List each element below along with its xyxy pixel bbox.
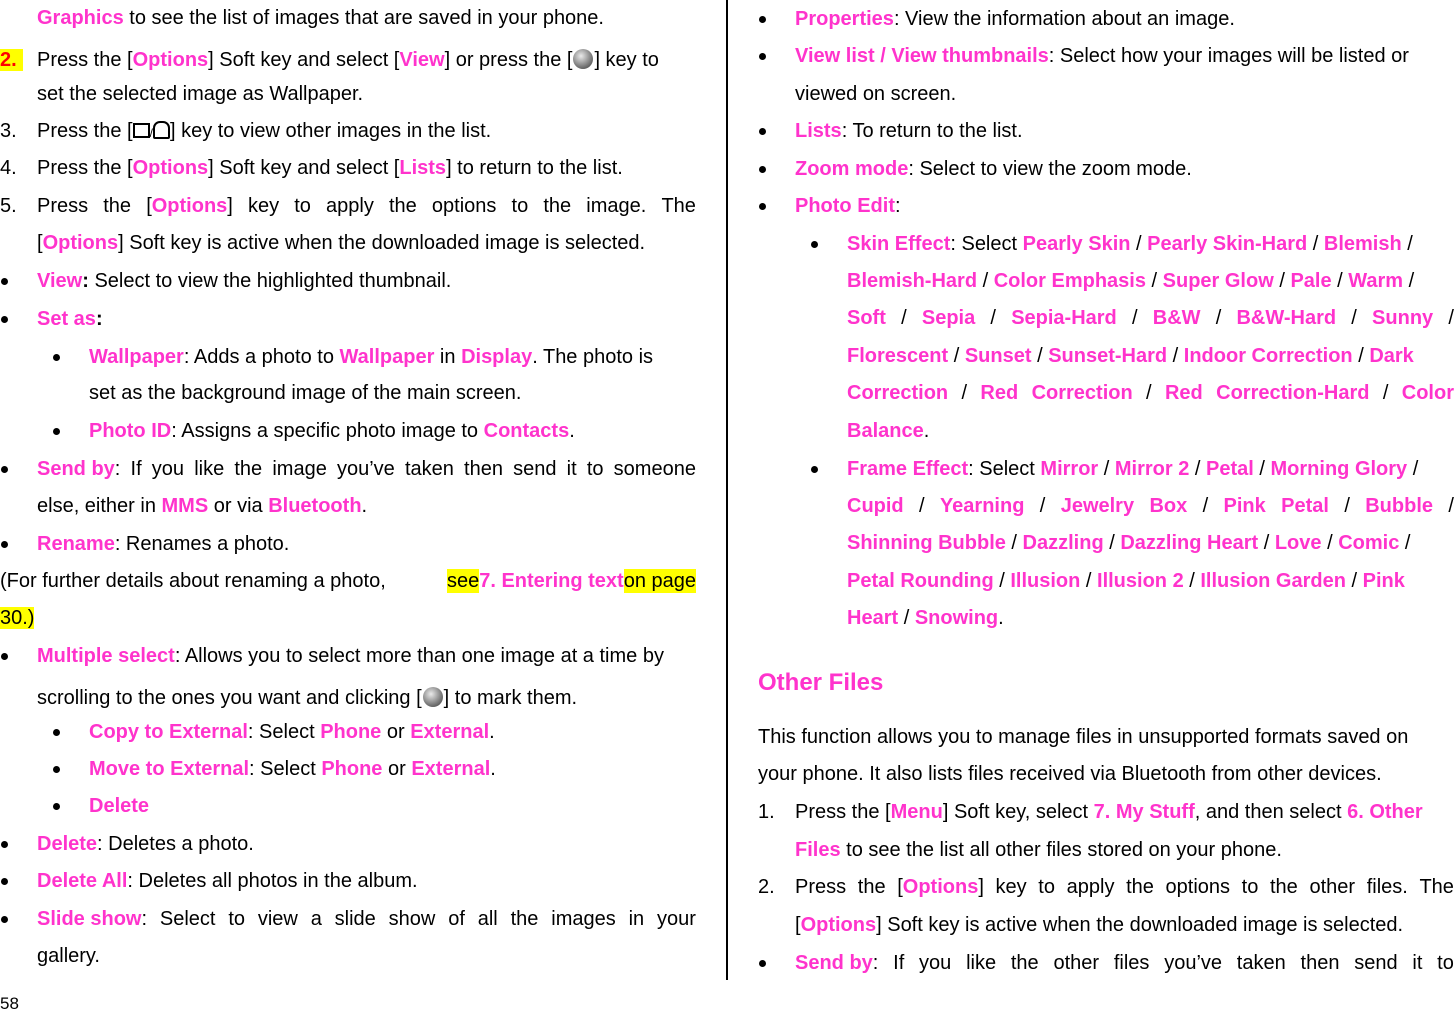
bullet-icon [53,766,60,773]
delete-sub-item: Delete [89,795,150,817]
step-2-line-2: [Options] Soft key is active when the downloaded image is selected. [795,914,1404,936]
multiple-select-item-line-2: scrolling to the ones you want and clicking [ ] to mark them. [37,687,578,709]
wallpaper-item: Wallpaper: Adds a photo to Wallpaper in Display. The photo is [89,346,654,368]
step-2-line-2: set the selected image as Wallpaper. [37,83,364,105]
slide-show-item-line-2: gallery. [37,945,100,967]
bullet-icon [1,841,8,848]
rename-item: Rename: Renames a photo. [37,533,290,555]
entering-text-link[interactable]: 7. Entering text [479,570,624,592]
step-3-number: 3. [0,120,17,142]
options-word: [Options] [146,195,233,217]
send-by-item: Send by: If you like the image you’ve taken then send it to someone [37,458,696,480]
bullet-icon [1,653,8,660]
move-to-external-item: Move to External: Select Phone or External. [89,758,496,780]
bullet-icon [759,166,766,173]
frame-effect-line-5: Heart / Snowing. [847,607,1004,629]
bullet-icon [1,278,8,285]
frame-effect-line-3: Shinning Bubble / Dazzling / Dazzling Heart / Love / Comic / [847,532,1411,554]
send-by-item: Send by: If you like the other files you’ve taken then send it to [795,952,1454,974]
step-1-line-2: Files to see the list all other files stored on your phone. [795,839,1282,861]
skin-effect-line-6: Balance. [847,420,930,442]
bullet-icon [811,241,818,248]
photo-id-item: Photo ID: Assigns a specific photo image to Contacts. [89,420,575,442]
step-3-line: Press the [ / ] key to view other images in the list. [37,120,492,142]
view-list-item: View list / View thumbnails: Select how your images will be listed or [795,45,1409,67]
line-graphics: Graphics to see the list of images that are saved in your phone. [37,7,604,29]
step-2-line: Press the [Options] Soft key and select [View] or press the [ ] key to [37,49,659,71]
bullet-icon [53,428,60,435]
bullet-icon [759,128,766,135]
further-details-note-line-2: 30.) [0,607,35,629]
skin-effect-line-1: Skin Effect: Select Pearly Skin / Pearly Skin-Hard / Blemish / [847,233,1413,255]
ok-key-icon [573,49,593,69]
bullet-icon [759,16,766,23]
wallpaper-item-line-2: set as the background image of the main screen. [89,382,522,404]
bullet-icon [53,729,60,736]
bullet-icon [1,916,8,923]
view-list-item-line-2: viewed on screen. [795,83,957,105]
frame-effect-line-4: Petal Rounding / Illusion / Illusion 2 / Illusion Garden / Pink [847,570,1405,592]
step-1-line: Press the [Menu] Soft key, select 7. My Stuff, and then select 6. Other [795,801,1423,823]
skin-effect-line-2: Blemish-Hard / Color Emphasis / Super Glow / Pale / Warm / [847,270,1415,292]
lists-item: Lists: To return to the list. [795,120,1023,142]
bullet-icon [811,466,818,473]
frame-effect-line-2: Cupid / Yearning / Jewelry Box / Pink Petal / Bubble / [847,495,1454,517]
paragraph-line-1: This function allows you to manage files in unsupported formats saved on [758,726,1409,748]
ok-key-icon [423,687,443,707]
step-5-number: 5. [0,195,17,217]
delete-item: Delete: Deletes a photo. [37,833,254,855]
zoom-mode-item: Zoom mode: Select to view the zoom mode. [795,158,1192,180]
copy-to-external-item: Copy to External: Select Phone or External. [89,721,495,743]
bullet-icon [1,316,8,323]
page-number: 58 [0,994,19,1013]
photo-edit-item: Photo Edit: [795,195,901,217]
bullet-icon [53,803,60,810]
step-2-number: 2. [0,48,23,72]
properties-item: Properties: View the information about an image. [795,8,1235,30]
column-divider [726,0,728,980]
slide-show-item: Slide show: Select to view a slide show of all the images in your [37,908,696,930]
multiple-select-item: Multiple select: Allows you to select more than one image at a time by [37,645,664,667]
bullet-icon [759,203,766,210]
person-icon [153,121,170,139]
bullet-icon [1,466,8,473]
skin-effect-line-4: Florescent / Sunset / Sunset-Hard / Indoor Correction / Dark [847,345,1414,367]
view-item: View: Select to view the highlighted thumbnail. [37,270,452,292]
further-details-note: (For further details about renaming a photo, see 7. Entering text on page [0,570,696,592]
bullet-icon [759,53,766,60]
skin-effect-line-5: Correction / Red Correction / Red Correction-Hard / Color [847,382,1454,404]
folder-icon [133,123,150,138]
frame-effect-line-1: Frame Effect: Select Mirror / Mirror 2 / Petal / Morning Glory / [847,458,1419,480]
step-2-number: 2. [758,876,775,898]
delete-all-item: Delete All: Deletes all photos in the album. [37,870,418,892]
step-5-line: Press the [Options] key to apply the options to the image. The [37,195,696,217]
bullet-icon [759,960,766,967]
step-4-number: 4. [0,157,17,179]
step-1-number: 1. [758,801,775,823]
bullet-icon [53,354,60,361]
bullet-icon [1,541,8,548]
paragraph-line-2: your phone. It also lists files received via Bluetooth from other devices. [758,763,1382,785]
section-heading-other-files: Other Files [758,669,884,696]
step-2-line: Press the [Options] key to apply the options to the other files. The [795,876,1454,898]
send-by-item-line-2: else, either in MMS or via Bluetooth. [37,495,368,517]
step-5-line-2: [Options] Soft key is active when the downloaded image is selected. [37,232,646,254]
set-as-item: Set as: [37,308,103,330]
skin-effect-line-3: Soft / Sepia / Sepia-Hard / B&W / B&W-Hard / Sunny / [847,307,1454,329]
bullet-icon [1,878,8,885]
step-4-line: Press the [Options] Soft key and select [Lists] to return to the list. [37,157,623,179]
